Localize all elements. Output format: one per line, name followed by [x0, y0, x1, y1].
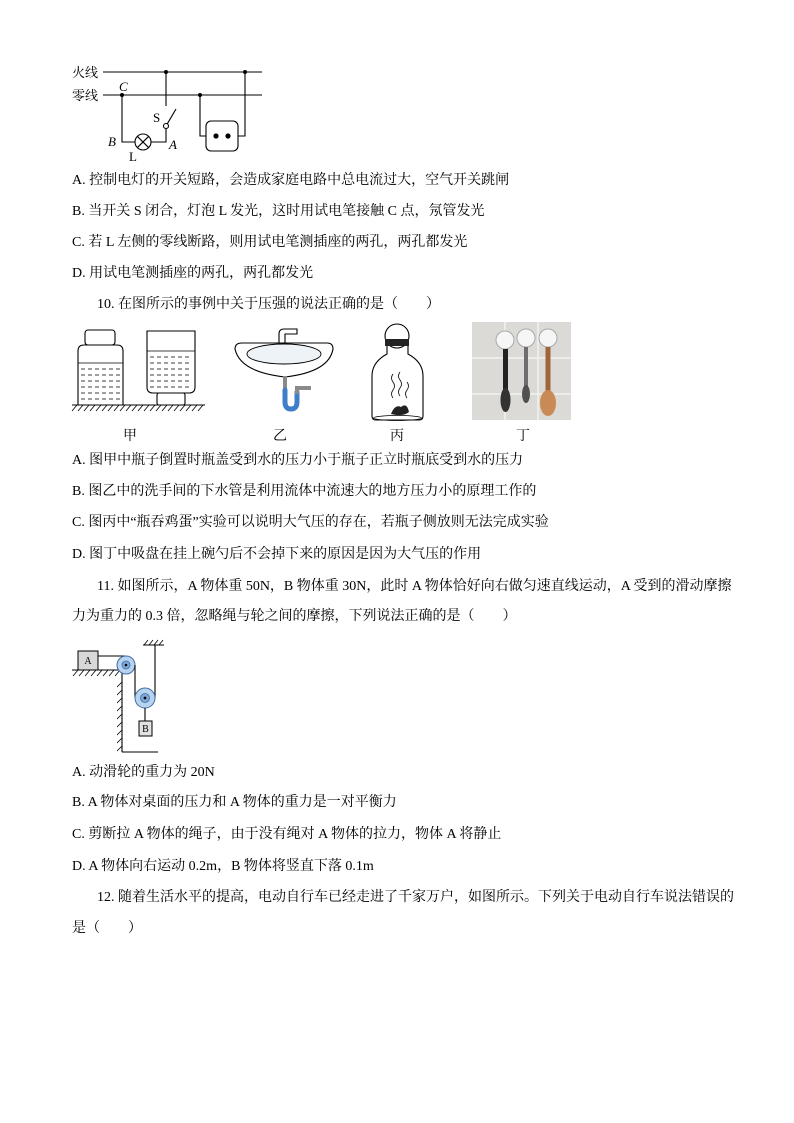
point-c-label: C [119, 79, 128, 94]
socket-hole-left [213, 133, 218, 138]
q11-option-b: B. A 物体对桌面的压力和 A 物体的重力是一对平衡力 [72, 795, 397, 810]
inverted-bottle-body [147, 331, 195, 393]
lamp-branch-wire [122, 95, 135, 142]
figure-label-jia: 甲 [123, 429, 137, 444]
point-b-label: B [108, 134, 116, 149]
ceiling-hatch [144, 640, 163, 645]
fixed-pulley-icon [117, 656, 135, 674]
live-wire-label: 火线 [72, 65, 99, 80]
smoke-lines [392, 372, 409, 398]
socket-live-wire [238, 72, 245, 136]
block-a-label: A [84, 656, 92, 667]
suction-cup-middle [517, 329, 535, 347]
switch-pivot [164, 124, 169, 129]
q11-option-c: C. 剪断拉 A 物体的绳子，由于没有绳对 A 物体的拉力，物体 A 将静止 [72, 827, 502, 842]
suction-cup-left [496, 331, 514, 349]
block-b-label: B [142, 724, 149, 735]
inverted-bottle-cap [157, 393, 185, 405]
switch-blade [167, 109, 176, 124]
black-ladle-head [501, 388, 511, 412]
q9-option-a: A. 控制电灯的开关短路，会造成家庭电路中总电流过大，空气开关跳闸 [72, 173, 510, 188]
sink-bowl [247, 344, 321, 364]
bottle-neck-band [385, 339, 409, 346]
black-ladle-handle [503, 349, 508, 393]
switch-s-label: S [153, 110, 161, 125]
q9-option-d: D. 用试电笔测插座的两孔，两孔都发光 [72, 266, 314, 281]
movable-pulley-icon [135, 688, 155, 708]
switch-branch-wire [151, 129, 166, 143]
socket-icon [200, 72, 245, 151]
point-a-label: A [169, 137, 177, 152]
figure-label-bing: 丙 [390, 429, 404, 444]
pressure-examples-figure [65, 318, 580, 426]
wooden-spoon-head [540, 390, 556, 416]
q12-stem-line-2: 是（ ） [72, 921, 142, 936]
q9-option-b: B. 当开关 S 闭合，灯泡 L 发光，这时用试电笔接触 C 点，氖管发光 [72, 204, 485, 219]
q10-option-d: D. 图丁中吸盘在挂上碗勺后不会掉下来的原因是因为大气压的作用 [72, 547, 482, 562]
middle-utensil-handle [524, 347, 528, 387]
q10-stem: 10. 在图所示的事例中关于压强的说法正确的是（ ） [97, 297, 440, 312]
figure-label-ding: 丁 [516, 429, 530, 444]
q11-stem-line-1: 11. 如图所示，A 物体重 50N，B 物体重 30N，此时 A 物体恰好向右做匀速直线运动，A 受到的滑动摩擦 [97, 579, 732, 594]
neutral-wire-label: 零线 [72, 88, 99, 103]
fixed-pulley-axle [125, 664, 128, 667]
figure-label-yi: 乙 [273, 429, 287, 444]
suction-cup-right [539, 329, 557, 347]
figure-bing-egg-bottle [372, 324, 423, 421]
upright-bottle-cap [85, 330, 115, 345]
socket-body [206, 121, 238, 151]
socket-hole-right [225, 133, 230, 138]
pulley-system-figure [65, 640, 175, 758]
figure-jia-bottles [72, 330, 205, 411]
lamp-l-label: L [129, 149, 137, 164]
movable-pulley-axle [144, 697, 147, 700]
table-hatch [72, 405, 203, 411]
figure-yi-sink [235, 329, 333, 409]
circuit-diagram [65, 58, 275, 168]
q10-option-b: B. 图乙中的洗手间的下水管是利用流体中流速大的地方压力小的原理工作的 [72, 484, 537, 499]
wooden-spoon-handle [546, 347, 551, 391]
q9-option-c: C. 若 L 左侧的零线断路，则用试电笔测插座的两孔，两孔都发光 [72, 235, 468, 250]
q11-stem-line-2: 力为重力的 0.3 倍，忽略绳与轮之间的摩擦，下列说法正确的是（ ） [72, 609, 517, 624]
q10-option-a: A. 图甲中瓶子倒置时瓶盖受到水的压力小于瓶子正立时瓶底受到水的压力 [72, 453, 524, 468]
q10-option-c: C. 图丙中“瓶吞鸡蛋”实验可以说明大气压的存在，若瓶子侧放则无法完成实验 [72, 515, 549, 530]
socket-neutral-wire [200, 95, 206, 136]
burning-paper [391, 405, 409, 415]
figure-ding-suction-hooks-photo [472, 322, 571, 420]
lamp-icon [135, 134, 151, 150]
middle-utensil-head [522, 385, 530, 403]
q11-option-a: A. 动滑轮的重力为 20N [72, 765, 215, 780]
switch-icon [164, 72, 177, 129]
table-hatch [73, 670, 120, 676]
q12-stem-line-1: 12. 随着生活水平的提高，电动自行车已经走进了千家万户，如图所示。下列关于电动自行车说法错误的 [97, 890, 734, 905]
q11-option-d: D. A 物体向右运动 0.2m，B 物体将竖直下落 0.1m [72, 859, 374, 874]
wall-hatch [117, 682, 122, 751]
